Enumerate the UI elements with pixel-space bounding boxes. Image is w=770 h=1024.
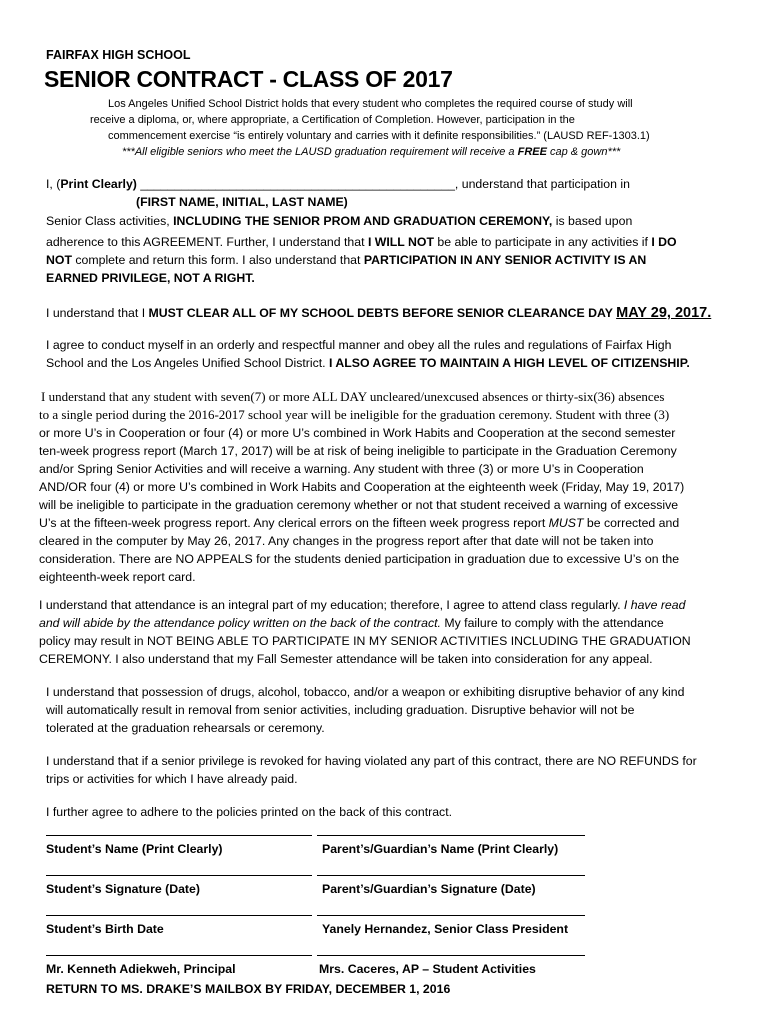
text: My failure to comply with the attendance — [440, 616, 664, 630]
paragraph-line: or more U’s in Cooperation or four (4) or more U’s combined in Work Habits and Cooperation at the second semester — [39, 426, 676, 440]
president-signature-line — [317, 915, 585, 916]
paragraph-conduct — [46, 336, 746, 372]
principal-signature-line — [46, 955, 312, 956]
parent-signature-label: Parent’s/Guardian’s Signature (Date) — [322, 882, 536, 896]
paragraph-absences — [39, 388, 764, 586]
name-format-hint: (FIRST NAME, INITIAL, LAST NAME) — [136, 195, 348, 209]
paragraph-line: consideration. There are NO APPEALS for the students denied participation in graduation due to excessive U’s on the — [39, 552, 680, 566]
italic-text: I have read — [623, 598, 686, 612]
intro-text: cap & gown*** — [546, 146, 621, 158]
paragraph-line: and/or Spring Senior Activities and will receive a warning. Any student with three (3) or more U’s in Cooperation — [39, 462, 644, 476]
paragraph-attendance — [39, 596, 764, 668]
bold-text: INCLUDING THE SENIOR PROM AND GRADUATION CEREMONY, — [173, 214, 553, 228]
paragraph-line — [46, 233, 746, 251]
print-prefix: I, ( — [46, 177, 61, 191]
student-signature-label: Student’s Signature (Date) — [46, 882, 200, 896]
paragraph-line — [39, 614, 764, 632]
italic-text: and will abide by the attendance policy written on the back of the contract. — [39, 616, 441, 630]
paragraph-line — [39, 596, 764, 614]
intro-text: ***All eligible seniors who meet the LAUSD graduation requirement will receive a — [122, 146, 518, 158]
ap-label: Mrs. Caceres, AP – Student Activities — [319, 962, 536, 976]
paragraph-policies: I further agree to adhere to the policies printed on the back of this contract. — [46, 805, 453, 819]
parent-name-line[interactable] — [317, 835, 585, 836]
student-name-label: Student’s Name (Print Clearly) — [46, 842, 223, 856]
bold-text: NOT — [46, 253, 72, 267]
paragraph-line: eighteenth-week report card. — [39, 570, 196, 584]
bold-text: EARNED PRIVILEGE, NOT A RIGHT. — [46, 271, 255, 285]
clearance-date: MAY 29, 2017. — [616, 305, 712, 321]
bold-text: MUST CLEAR ALL OF MY SCHOOL DEBTS BEFORE SENIOR CLEARANCE DAY — [148, 306, 617, 320]
school-name: FAIRFAX HIGH SCHOOL — [46, 48, 191, 62]
text: be able to participate in any activities if — [433, 235, 652, 249]
birth-date-line[interactable] — [46, 915, 312, 916]
text: complete and return this form. I also understand that — [71, 253, 364, 267]
paragraph-line: I agree to conduct myself in an orderly and respectful manner and obey all the rules and regulations of Fairfax High — [46, 338, 672, 352]
ap-signature-line — [317, 955, 585, 956]
paragraph-line: I understand that possession of drugs, alcohol, tobacco, and/or a weapon or exhibiting disruptive behavior of any kind — [46, 685, 685, 699]
paragraph-line: I understand that if a senior privilege is revoked for having violated any part of this contract, there are NO REFUNDS for — [46, 754, 697, 768]
bold-text: I DO — [651, 235, 677, 249]
paragraph-refunds — [46, 752, 766, 788]
intro-cap-gown-line — [90, 144, 690, 160]
intro-block — [90, 96, 690, 160]
bold-text: PARTICIPATION IN ANY SENIOR ACTIVITY IS AN — [363, 253, 647, 267]
parent-name-label: Parent’s/Guardian’s Name (Print Clearly) — [322, 842, 559, 856]
principal-label: Mr. Kenneth Adiekweh, Principal — [46, 962, 236, 976]
paragraph-line — [46, 251, 746, 269]
text: I understand that attendance is an integral part of my education; therefore, I agree to attend class regularly. — [39, 598, 624, 612]
text: is based upon — [552, 214, 633, 228]
paragraph-line — [46, 212, 746, 230]
paragraph-activities — [46, 212, 746, 287]
student-name-line[interactable] — [46, 835, 312, 836]
print-suffix: , understand that participation in — [454, 177, 630, 191]
print-name-line — [46, 175, 630, 193]
president-label: Yanely Hernandez, Senior Class President — [322, 922, 569, 936]
text: School and the Los Angeles Unified School District. — [46, 356, 329, 370]
text: Senior Class activities, — [46, 214, 174, 228]
paragraph-line: I understand that any student with seven(7) or more ALL DAY uncleared/unexcused absences or thirty-six(36) absences — [41, 389, 665, 404]
paragraph-line — [46, 269, 746, 287]
paragraph-line — [46, 354, 746, 372]
paragraph-line: ten-week progress report (March 17, 2017) will be at risk of being ineligible to participate in the Graduation Ceremony — [39, 444, 677, 458]
text: I understand that I — [46, 306, 149, 320]
paragraph-line: policy may result in NOT BEING ABLE TO PARTICIPATE IN MY SENIOR ACTIVITIES INCLUDING THE GRADUATION — [39, 634, 691, 648]
paragraph-line: cleared in the computer by May 26, 2017. Any changes in the progress report after that date will not be taken into — [39, 534, 654, 548]
paragraph-line: AND/OR four (4) or more U’s combined in Work Habits and Cooperation at the eighteenth week (Friday, May 19, 2017) — [39, 480, 685, 494]
paragraph-drugs — [46, 683, 766, 737]
paragraph-line: to a single period during the 2016-2017 school year will be ineligible for the graduation ceremony. Student with three (3) — [39, 407, 670, 422]
paragraph-line: CEREMONY. I also understand that my Fall Semester attendance will be taken into consideration for any appeal. — [39, 652, 653, 666]
birth-date-label: Student’s Birth Date — [46, 922, 164, 936]
intro-line: receive a diploma, or, where appropriate, a Certification of Completion. However, participation in the — [90, 114, 575, 126]
paragraph-debts — [46, 304, 711, 322]
parent-signature-line[interactable] — [317, 875, 585, 876]
bold-text: I WILL NOT — [367, 235, 434, 249]
intro-line: Los Angeles Unified School District holds that every student who completes the required course of study will — [108, 98, 633, 110]
page-title: SENIOR CONTRACT - CLASS OF 2017 — [44, 66, 453, 92]
text: U’s at the fifteen-week progress report. Any clerical errors on the fifteen week progress report — [39, 516, 549, 530]
paragraph-line — [39, 514, 764, 532]
paragraph-line: will automatically result in removal from senior activities, including graduation. Disruptive behavior will not be — [46, 703, 635, 717]
text: be corrected and — [583, 516, 680, 530]
italic-text: MUST — [548, 516, 584, 530]
text: adherence to this AGREEMENT. Further, I understand that — [46, 235, 368, 249]
paragraph-line: tolerated at the graduation rehearsals or ceremony. — [46, 721, 325, 735]
name-blank: ______________________________________________ — [136, 177, 455, 191]
print-clearly-label: Print Clearly) — [60, 177, 137, 191]
return-instruction: RETURN TO MS. DRAKE’S MAILBOX BY FRIDAY, DECEMBER 1, 2016 — [46, 982, 451, 996]
intro-free-text: FREE — [517, 146, 547, 158]
intro-line: commencement exercise “is entirely voluntary and carries with it definite responsibilities.” (LAUSD REF-1303.1) — [108, 130, 650, 142]
paragraph-line: will be ineligible to participate in the graduation ceremony whether or not that student received a warning of excessive — [39, 498, 679, 512]
bold-text: I ALSO AGREE TO MAINTAIN A HIGH LEVEL OF CITIZENSHIP. — [329, 356, 690, 370]
paragraph-line: trips or activities for which I have already paid. — [46, 772, 298, 786]
student-signature-line[interactable] — [46, 875, 312, 876]
